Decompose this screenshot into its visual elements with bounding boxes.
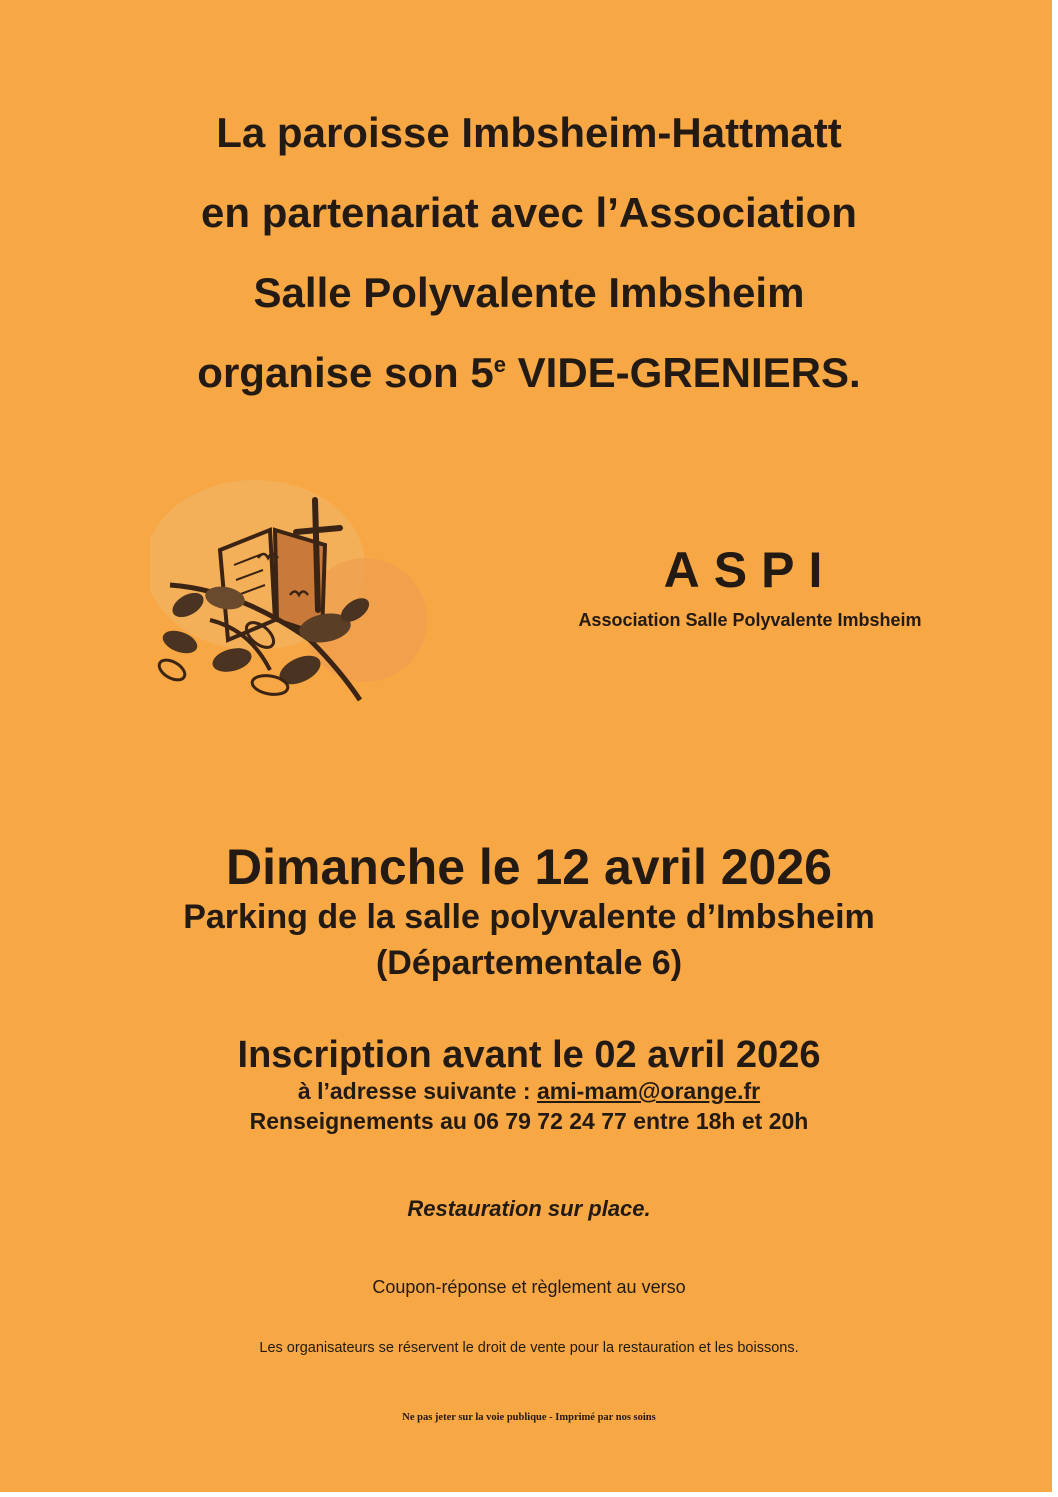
- header-line-4-end: VIDE-GRENIERS.: [505, 349, 861, 396]
- organizers-note: Les organisateurs se réservent le droit de vente pour la restauration et les boissons.: [259, 1340, 799, 1356]
- association-full-name: Association Salle Polyvalente Imbsheim: [578, 610, 922, 630]
- coupon-note: Coupon-réponse et règlement au verso: [372, 1277, 686, 1297]
- email-link[interactable]: ami-mam@orange.fr: [536, 1078, 761, 1104]
- address-label: à l’adresse suivante :: [297, 1078, 537, 1104]
- scan-edge-bottom: [0, 1492, 1058, 1497]
- contact-info: Renseignements au 06 79 72 24 77 entre 18h et 20h: [249, 1108, 809, 1134]
- scan-edge-right: [1052, 0, 1058, 1497]
- registration-address: [0, 1078, 1058, 1105]
- event-date: Dimanche le 12 avril 2026: [226, 839, 832, 895]
- header-line-3: Salle Polyvalente Imbsheim: [253, 269, 805, 316]
- registration-deadline: Inscription avant le 02 avril 2026: [237, 1034, 821, 1076]
- food-note: Restauration sur place.: [407, 1196, 651, 1221]
- event-location: Parking de la salle polyvalente d’Imbsheim: [183, 898, 875, 936]
- header-line-4: [0, 349, 1058, 396]
- header-line-4-start: organise son 5: [197, 349, 494, 396]
- association-acronym: ASPI: [663, 542, 837, 598]
- header-line-2: en partenariat avec l’Association: [201, 189, 857, 236]
- footer-note: Ne pas jeter sur la voie publique - Imprimé par nos soins: [402, 1412, 656, 1423]
- ordinal-suffix: e: [493, 352, 506, 377]
- header-line-1: La paroisse Imbsheim-Hattmatt: [216, 109, 842, 156]
- event-location-detail: (Départementale 6): [375, 944, 683, 982]
- church-book-leaves-icon: [150, 470, 440, 710]
